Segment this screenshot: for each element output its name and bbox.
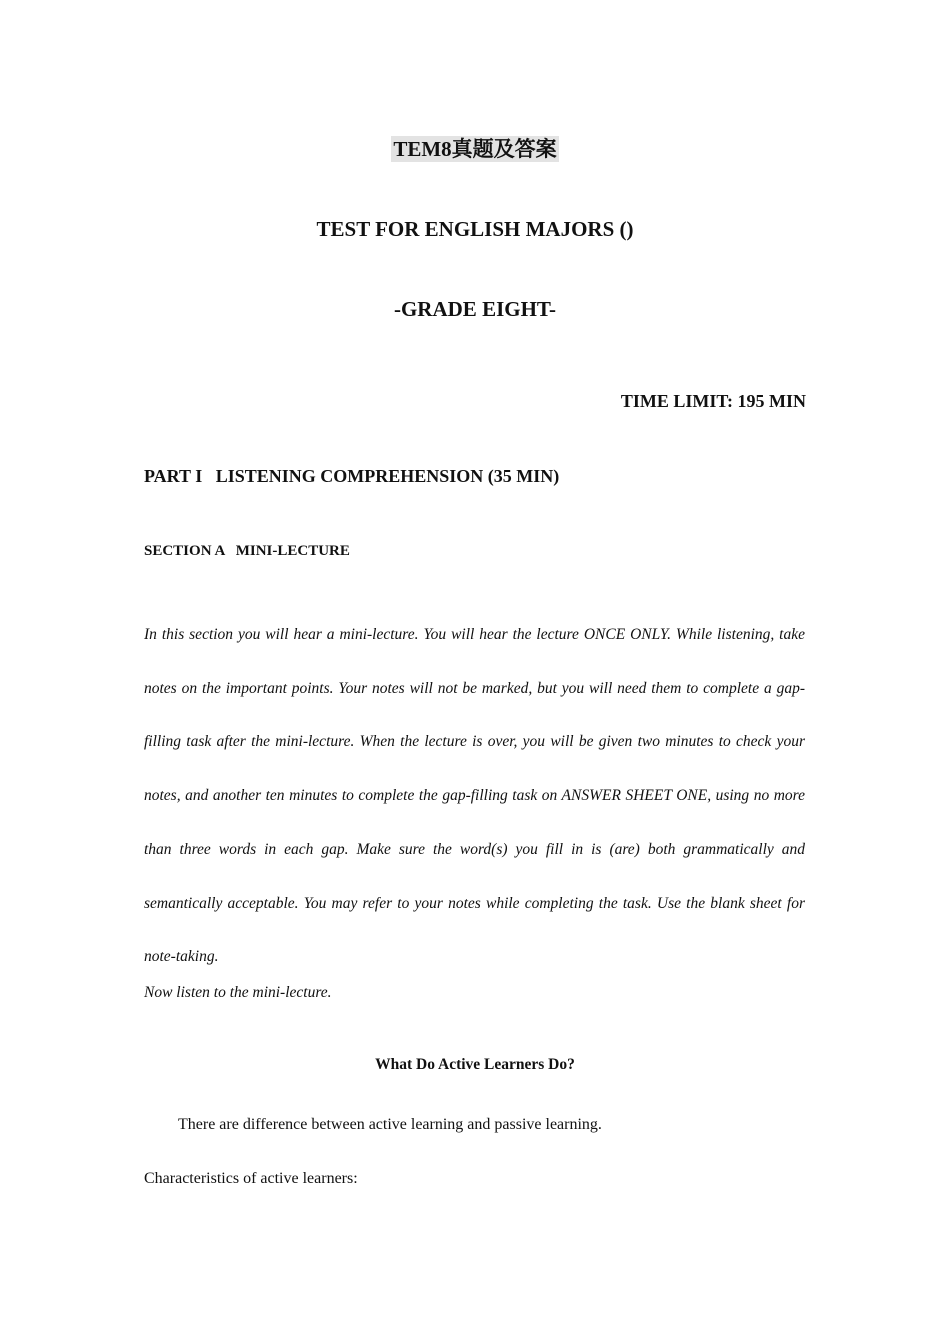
time-limit: TIME LIMIT: 195 MIN: [620, 391, 806, 411]
grade-heading: -GRADE EIGHT-: [393, 297, 556, 321]
body-paragraph-2: Characteristics of active learners:: [144, 1170, 358, 1187]
section-heading: SECTION A MINI-LECTURE: [144, 543, 350, 559]
lecture-title: What Do Active Learners Do?: [375, 1056, 575, 1073]
document-title: TEM8真题及答案: [393, 137, 557, 161]
test-name-heading: TEST FOR ENGLISH MAJORS (): [316, 217, 634, 241]
section-instructions: In this section you will hear a mini-lecture. You will hear the lecture ONCE ONLY. While listening, take notes on the important points. Your notes will not be marked, but you will need them to complete a gap-filling task after the mini-lecture. When the lecture is over, you will be given two minutes to check your notes, and another ten minutes to complete the gap-filling task on ANSWER SHEET ONE, using no more than three words in each gap. Make sure the word(s) you fill in is (are) both grammatically and semantically acceptable. You may refer to your notes while completing the task. Use the blank sheet for note-taking.: [144, 626, 805, 966]
body-paragraph-1: There are difference between active learning and passive learning.: [178, 1116, 602, 1133]
part-heading: PART I LISTENING COMPREHENSION (35 MIN): [144, 466, 560, 486]
now-listen-line: Now listen to the mini-lecture.: [144, 984, 332, 1001]
